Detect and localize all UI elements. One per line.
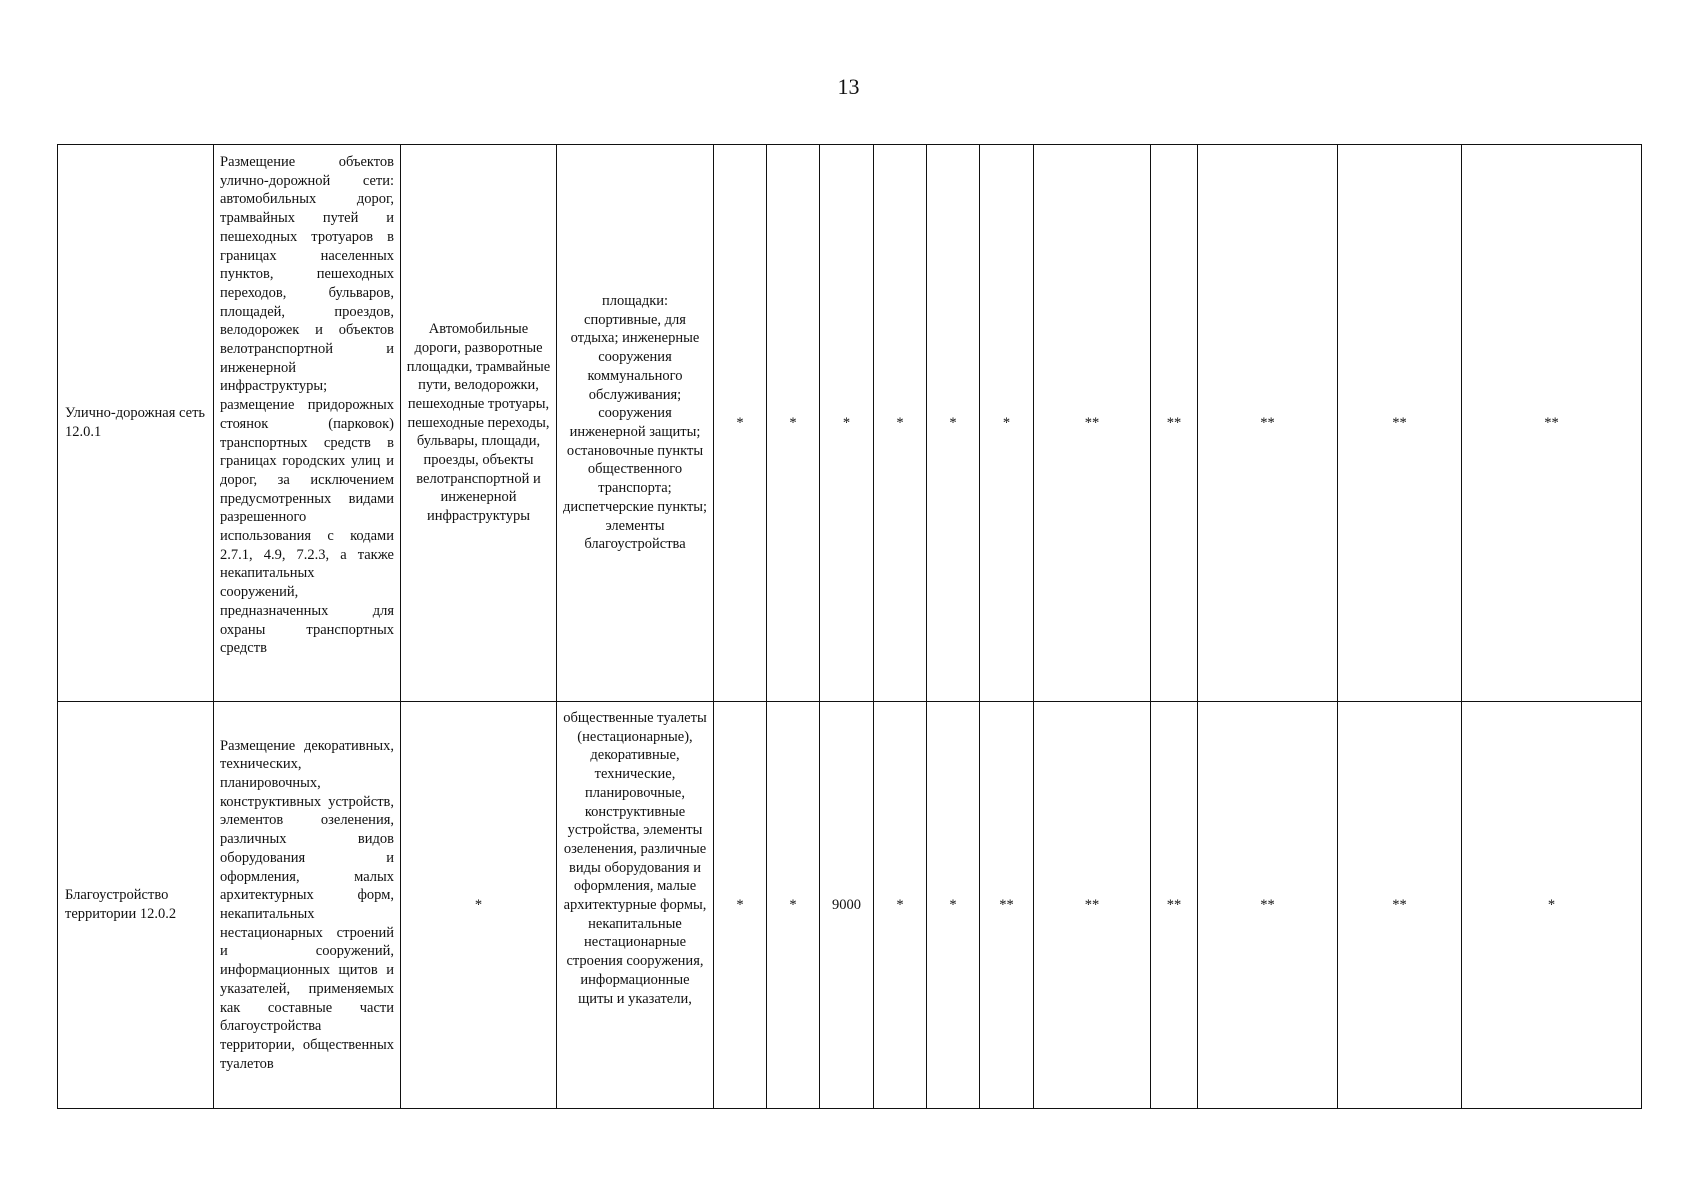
- parameter-cell: **: [1338, 145, 1462, 702]
- parameter-cell: **: [1198, 145, 1338, 702]
- land-use-regulations-table: [57, 144, 1642, 1109]
- parameter-cell: *: [980, 145, 1034, 702]
- land-use-description-cell: Размещение объектов улично-дорожной сети: автомобильных дорог, трамвайных путей и пешеходных тротуаров в границах населенных пунктов, пешеходных переходов, бульваров, площадей, проездов, велодорожек и объектов велотранспортной и инженерной инфраструктуры; размещение придорожных стоянок (парковок) транспортных средств в границах городских улиц и дорог, за исключением предусмотренных видами разрешенного использования с кодами 2.7.1, 4.9, 7.2.3, а также некапитальных сооружений, предназначенных для охраны транспортных средств: [214, 145, 401, 702]
- parameter-cell: **: [1338, 702, 1462, 1109]
- parameter-cell: **: [980, 702, 1034, 1109]
- parameter-cell: *: [714, 702, 767, 1109]
- parameter-cell: 9000: [820, 702, 874, 1109]
- parameter-cell: **: [1198, 702, 1338, 1109]
- parameter-cell: **: [1034, 145, 1151, 702]
- parameter-cell: **: [1034, 702, 1151, 1109]
- auxiliary-objects-cell: общественные туалеты (нестационарные), декоративные, технические, планировочные, конструктивные устройства, элементы озеленения, различные виды оборудования и оформления, малые архитектурные формы, некапитальные нестационарные строения сооружения, информационные щиты и указатели,: [557, 702, 714, 1109]
- parameter-cell: *: [714, 145, 767, 702]
- main-objects-cell: *: [401, 702, 557, 1109]
- parameter-cell: *: [767, 702, 820, 1109]
- page-number: 13: [837, 74, 860, 99]
- parameter-cell: *: [820, 145, 874, 702]
- auxiliary-objects-cell: площадки: спортивные, для отдыха; инженерные сооружения коммунального обслуживания; сооружения инженерной защиты; остановочные пункты общественного транспорта; диспетчерские пункты; элементы благоустройства: [557, 145, 714, 702]
- land-use-description-cell: Размещение декоративных, технических, планировочных, конструктивных устройств, элементов озеленения, различных видов оборудования и оформления, малых архитектурных форм, некапитальных нестационарных строений и сооружений, информационных щитов и указателей, применяемых как составные части благоустройства территории, общественных туалетов: [214, 702, 401, 1109]
- parameter-cell: *: [927, 702, 980, 1109]
- land-use-name-cell: Улично-дорожная сеть 12.0.1: [58, 145, 214, 702]
- parameter-cell: *: [874, 145, 927, 702]
- parameter-cell: *: [767, 145, 820, 702]
- table-row: [58, 145, 1642, 702]
- parameter-cell: *: [1462, 702, 1642, 1109]
- main-objects-cell: Автомобильные дороги, разворотные площадки, трамвайные пути, велодорожки, пешеходные тротуары, пешеходные переходы, бульвары, площади, проезды, объекты велотранспортной и инженерной инфраструктуры: [401, 145, 557, 702]
- parameter-cell: **: [1151, 145, 1198, 702]
- parameter-cell: *: [927, 145, 980, 702]
- parameter-cell: *: [874, 702, 927, 1109]
- parameter-cell: **: [1462, 145, 1642, 702]
- table-row: [58, 702, 1642, 1109]
- parameter-cell: **: [1151, 702, 1198, 1109]
- land-use-name-cell: Благоустройство территории 12.0.2: [58, 702, 214, 1109]
